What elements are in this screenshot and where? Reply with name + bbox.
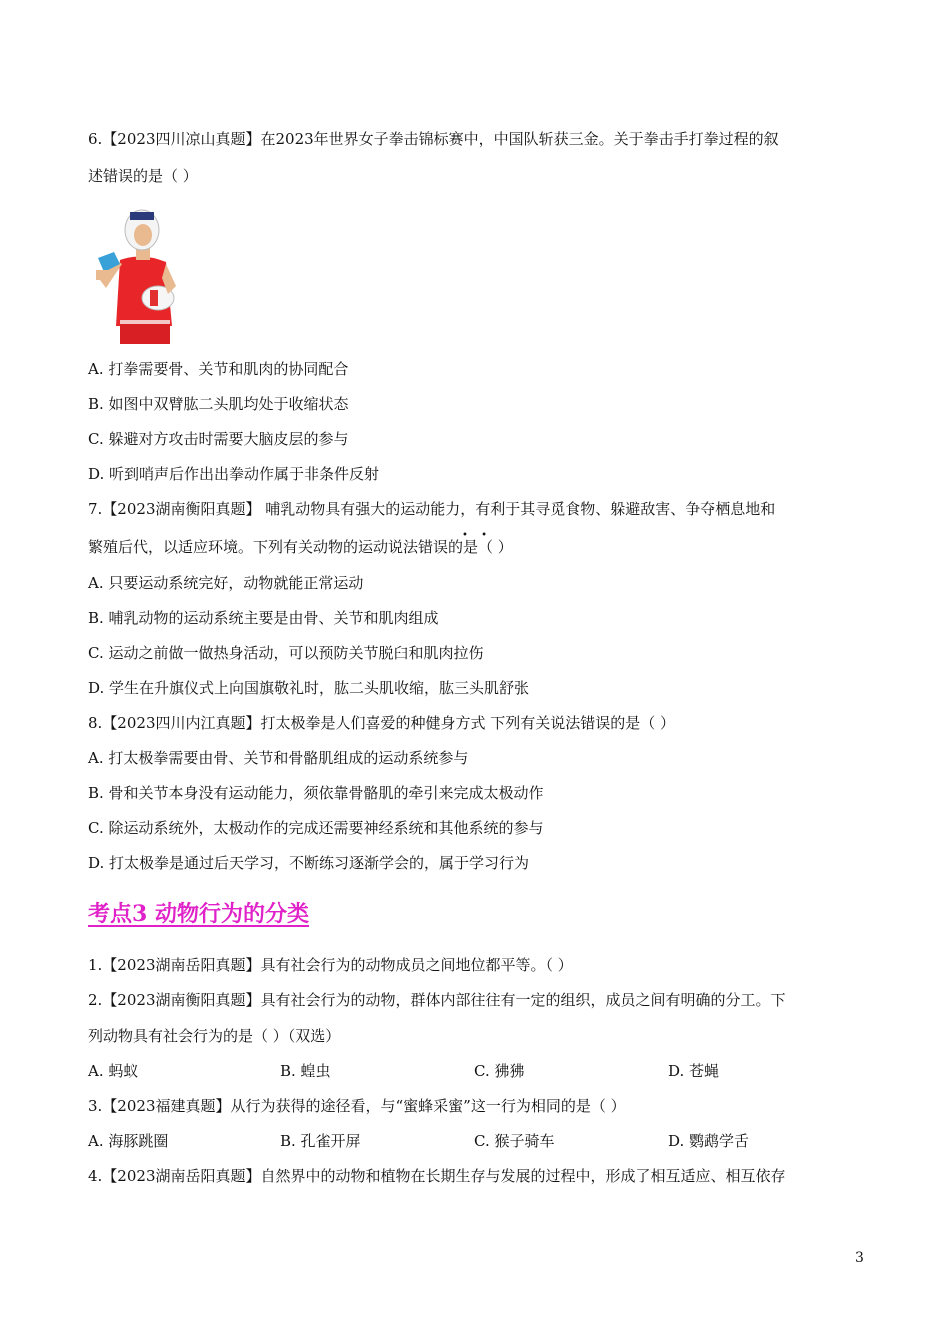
q7-stem-line1: 7.【2023湖南衡阳真题】 哺乳动物具有强大的运动能力，有利于其寻觅食物、躲避敌害、争夺栖息地和 [88, 500, 776, 518]
q8-option-c: C. 除运动系统外，太极动作的完成还需要神经系统和其他系统的参与 [88, 819, 544, 837]
page-number: 3 [855, 1250, 864, 1266]
q7-option-a: A. 只要运动系统完好，动物就能正常运动 [88, 574, 364, 592]
q6-stem-line1: 6.【2023四川凉山真题】在2023年世界女子拳击锦标赛中，中国队斩获三金。关于拳击手打拳过程的叙 [88, 130, 779, 148]
q7-option-d: D. 学生在升旗仪式上向国旗敬礼时，肱二头肌收缩，肱三头肌舒张 [88, 679, 530, 697]
q6-stem-line2: 述错误的是（ ） [88, 167, 198, 185]
s3-option-d: D. 鹦鹉学舌 [668, 1132, 750, 1150]
s4-stem: 4.【2023湖南岳阳真题】自然界中的动物和植物在长期生存与发展的过程中，形成了相互适应、相互依存 [88, 1167, 786, 1185]
s2-stem-line1: 2.【2023湖南衡阳真题】具有社会行为的动物，群体内部往往有一定的组织，成员之间有明确的分工。下 [88, 991, 786, 1009]
q6-option-b: B. 如图中双臂肱二头肌均处于收缩状态 [88, 395, 349, 413]
q8-option-a: A. 打太极拳需要由骨、关节和骨骼肌组成的运动系统参与 [88, 749, 469, 767]
emphasis-dots: • • [462, 530, 492, 541]
s3-stem: 3.【2023福建真题】从行为获得的途径看，与“蜜蜂采蜜”这一行为相同的是（ ） [88, 1097, 626, 1115]
q8-option-d: D. 打太极拳是通过后天学习，不断练习逐渐学会的，属于学习行为 [88, 854, 530, 872]
q7-option-c: C. 运动之前做一做热身活动，可以预防关节脱臼和肌肉拉伤 [88, 644, 484, 662]
s2-stem-line2: 列动物具有社会行为的是（ ）（双选） [88, 1027, 341, 1045]
s1-stem: 1.【2023湖南岳阳真题】具有社会行为的动物成员之间地位都平等。（ ） [88, 956, 573, 974]
s2-option-a: A. 蚂蚁 [88, 1062, 139, 1080]
s2-option-b: B. 蝗虫 [280, 1062, 331, 1080]
q7-option-b: B. 哺乳动物的运动系统主要是由骨、关节和肌肉组成 [88, 609, 439, 627]
q8-option-b: B. 骨和关节本身没有运动能力，须依靠骨骼肌的牵引来完成太极动作 [88, 784, 544, 802]
s3-option-b: B. 孔雀开屏 [280, 1132, 361, 1150]
q6-option-d: D. 听到哨声后作出出拳动作属于非条件反射 [88, 465, 380, 483]
section-heading: 考点3 动物行为的分类 [88, 901, 309, 927]
s3-option-a: A. 海豚跳圈 [88, 1132, 169, 1150]
s2-options [88, 1061, 868, 1081]
s2-option-c: C. 狒狒 [474, 1062, 525, 1080]
q6-option-c: C. 躲避对方攻击时需要大脑皮层的参与 [88, 430, 349, 448]
s3-options [88, 1131, 868, 1151]
boxer-photo [92, 208, 192, 344]
q8-stem: 8.【2023四川内江真题】打太极拳是人们喜爱的种健身方式 下列有关说法错误的是（ ） [88, 714, 676, 732]
q6-option-a: A. 打拳需要骨、关节和肌肉的协同配合 [88, 360, 349, 378]
q7-stem-line2: 繁殖后代，以适应环境。下列有关动物的运动说法错误的是（ ） [88, 538, 513, 556]
s2-option-d: D. 苍蝇 [668, 1062, 720, 1080]
s3-option-c: C. 猴子骑车 [474, 1132, 555, 1150]
